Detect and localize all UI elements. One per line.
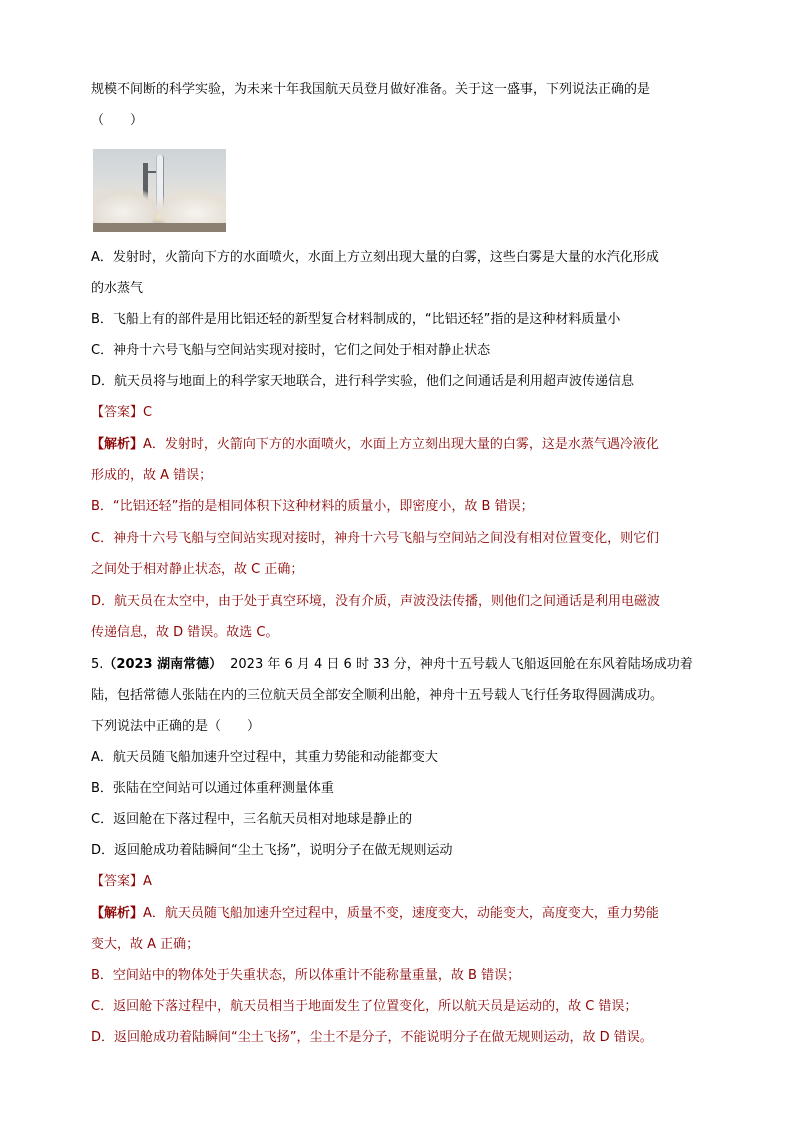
q5-analysis-line2: 变大，故 A 正确； [91, 937, 200, 952]
q4-analysis-line6: D．航天员在太空中，由于处于真空环境，没有介质，声波没法传播，则他们之间通话是利用电磁波 [91, 594, 661, 609]
q5-stem-line3: 下列说法中正确的是（ ） [91, 719, 261, 734]
q4-analysis-line2: 形成的，故 A 错误； [91, 468, 213, 483]
q4-option-c: C．神舟十六号飞船与空间站实现对接时，它们之间处于相对静止状态 [91, 343, 491, 358]
launch-tower-arm-shape [147, 171, 156, 173]
q4-analysis-line1 [91, 435, 659, 455]
q5-option-b: B．张陆在空间站可以通过体重秤测量体重 [91, 781, 334, 796]
q5-analysis-text1: A．航天员随飞船加速升空过程中，质量不变，速度变大，动能变大，高度变大，重力势能 [143, 906, 659, 921]
q4-analysis-text1: A．发射时，火箭向下方的水面喷火，水面上方立刻出现大量的白雾，这是水蒸气遇冷液化 [143, 437, 659, 452]
q5-answer: 【答案】A [91, 874, 152, 889]
q5-stem-line1 [91, 655, 693, 675]
q4-analysis-line7: 传递信息，故 D 错误。故选 C。 [91, 625, 279, 640]
q5-analysis-line5: D．返回舱成功着陆瞬间“尘土飞扬”，尘土不是分子，不能说明分子在做无规则运动，故 D 错误。 [91, 1030, 653, 1045]
q4-option-b: B．飞船上有的部件是用比铝还轻的新型复合材料制成的，“比铝还轻”指的是这种材料质量小 [91, 312, 621, 327]
q5-stem-text1: 2023 年 6 月 4 日 6 时 33 分，神舟十五号载人飞船返回舱在东风着陆场成功着 [230, 657, 693, 672]
q5-option-c: C．返回舱在下落过程中，三名航天员相对地球是静止的 [91, 812, 413, 827]
q4-analysis-line3: B．“比铝还轻”指的是相同体积下这种材料的质量小，即密度小，故 B 错误； [91, 499, 534, 514]
q4-answer: 【答案】C [91, 405, 153, 420]
q5-option-a: A．航天员随飞船加速升空过程中，其重力势能和动能都变大 [91, 750, 438, 765]
q4-option-d: D．航天员将与地面上的科学家天地联合，进行科学实验，他们之间通话是利用超声波传递信息 [91, 374, 635, 389]
q5-stem-line2: 陆，包括常德人张陆在内的三位航天员全部安全顺利出舱，神舟十五号载人飞行任务取得圆满成功。 [91, 688, 664, 703]
q4-option-a-line1: A．发射时，火箭向下方的水面喷火，水面上方立刻出现大量的白雾，这些白雾是大量的水汽化形成 [91, 250, 659, 265]
q5-number: 5. [91, 657, 104, 672]
q4-stem-line1: 规模不间断的科学实验，为未来十年我国航天员登月做好准备。关于这一盛事，下列说法正确的是 [91, 82, 651, 97]
q5-analysis-line4: C．返回舱下落过程中，航天员相当于地面发生了位置变化，所以航天员是运动的，故 C 错误； [91, 999, 638, 1014]
q5-analysis-line3: B．空间站中的物体处于失重状态，所以体重计不能称量重量，故 B 错误； [91, 968, 521, 983]
q5-analysis-label: 【解析】 [91, 906, 144, 921]
q4-analysis-label: 【解析】 [91, 437, 144, 452]
q5-analysis-line1 [91, 904, 659, 924]
q5-option-d: D．返回舱成功着陆瞬间“尘土飞扬”，说明分子在做无规则运动 [91, 843, 453, 858]
q4-option-a-line2: 的水蒸气 [91, 281, 144, 296]
rocket-launch-image [93, 149, 226, 232]
q4-stem-line2: （ ） [91, 113, 144, 128]
q5-source: （2023 湖南常德） [103, 657, 223, 672]
q4-analysis-line5: 之间处于相对静止状态，故 C 正确； [91, 562, 304, 577]
ground-strip [93, 223, 226, 232]
q4-analysis-line4: C．神舟十六号飞船与空间站实现对接时，神舟十六号飞船与空间站之间没有相对位置变化，则它们 [91, 531, 660, 546]
